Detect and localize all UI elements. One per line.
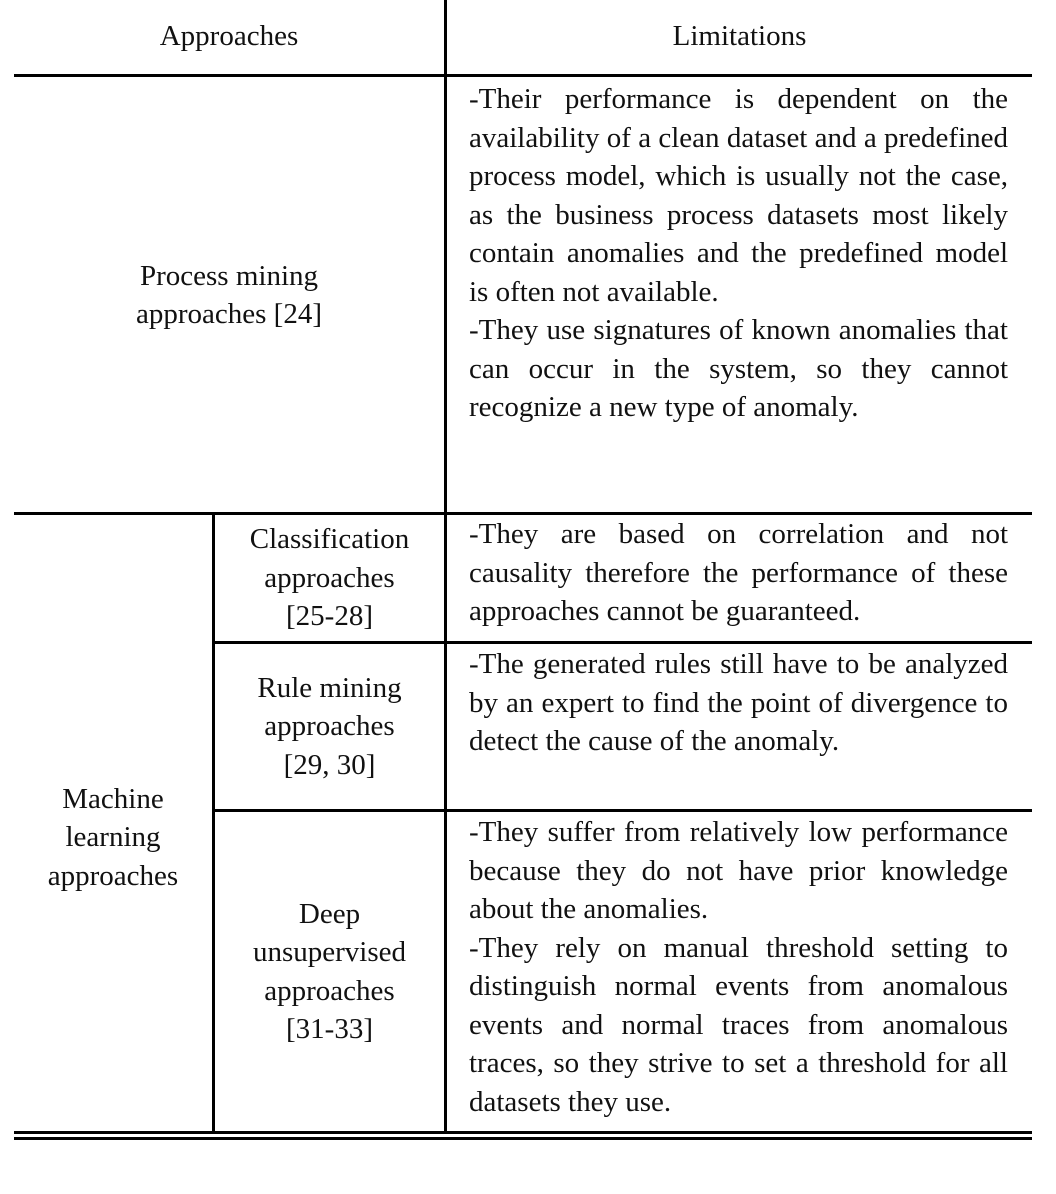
header-approaches-label: Approaches	[159, 19, 299, 52]
approach-line: approaches	[264, 561, 395, 594]
approach-line: approaches	[264, 974, 395, 1007]
group-line: learning	[65, 821, 161, 854]
limitations-process-mining	[469, 80, 1008, 427]
approach-line: [31-33]	[286, 1013, 373, 1045]
approach-deep-unsupervised	[215, 812, 444, 1131]
limitation-paragraph: -They are based on correlation and not causality therefore the performance of these approaches cannot be guaranteed.	[469, 518, 1008, 627]
approach-rule-mining	[215, 644, 444, 809]
limitation-paragraph: -The generated rules still have to be analyzed by an expert to find the point of divergence to detect the cause of the anomaly.	[469, 648, 1008, 757]
approach-process-mining	[14, 77, 444, 513]
group-line: Machine	[62, 782, 164, 815]
approach-line: approaches [24]	[136, 298, 322, 330]
column-divider	[444, 0, 447, 1133]
limitations-deep-unsupervised	[469, 813, 1008, 1121]
bottom-double-rule-bottom	[14, 1137, 1032, 1140]
approach-line: [29, 30]	[283, 748, 376, 781]
group-machine-learning	[14, 515, 212, 1132]
header-approaches	[14, 14, 444, 58]
header-limitations-label: Limitations	[672, 19, 807, 52]
header-limitations	[447, 14, 1032, 58]
approach-line: Classification	[249, 523, 410, 556]
approach-line: Rule mining	[257, 671, 402, 704]
limitation-paragraph: -They suffer from relatively low performance because they do not have prior knowledge about the anomalies.	[469, 816, 1008, 925]
limitation-paragraph: -They rely on manual threshold setting to distinguish normal events from anomalous events and normal traces from anomalous traces, so they strive to set a threshold for all datasets they use.	[469, 931, 1008, 1118]
limitations-classification	[469, 515, 1008, 631]
limitations-rule-mining	[469, 645, 1008, 761]
limitation-paragraph: -Their performance is dependent on the availability of a clean dataset and a predefined process model, which is usually not the case, as the business process datasets most likely contain anomalies and the predefined model is often not available.	[469, 83, 1008, 308]
approach-line: [25-28]	[286, 600, 373, 633]
approach-line: Process mining	[139, 259, 319, 292]
limitation-paragraph: -They use signatures of known anomalies that can occur in the system, so they cannot recognize a new type of anomaly.	[469, 314, 1008, 423]
approach-classification	[215, 515, 444, 641]
approach-line: approaches	[264, 710, 395, 743]
group-line: approaches	[47, 859, 179, 892]
approach-line: Deep	[298, 897, 361, 930]
approach-line: unsupervised	[252, 936, 407, 968]
